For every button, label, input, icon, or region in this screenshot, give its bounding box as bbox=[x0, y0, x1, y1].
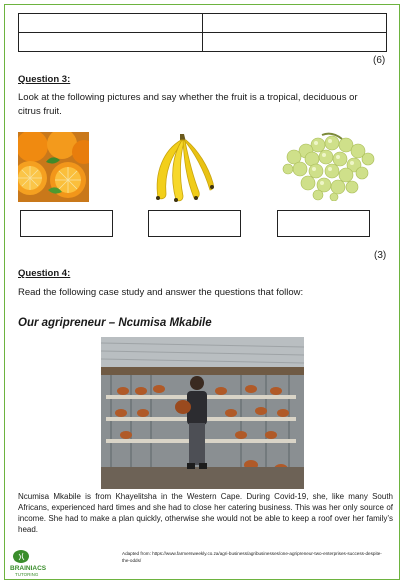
brainiacs-logo bbox=[7, 548, 55, 578]
question-3-marks: (3) bbox=[374, 250, 387, 261]
bananas-photo bbox=[150, 128, 216, 204]
question-4-text: Read the following case study and answer the questions that follow: bbox=[18, 287, 304, 298]
case-study-title: Our agripreneur – Ncumisa Mkabile bbox=[18, 317, 212, 329]
oranges-photo bbox=[18, 132, 89, 202]
question-4-heading: Question 4: bbox=[18, 268, 71, 279]
logo-wordmark: BRAINIACS bbox=[10, 565, 47, 572]
agripreneur-photo bbox=[101, 337, 304, 489]
grapes-photo bbox=[278, 131, 376, 201]
question-3-heading: Question 3: bbox=[18, 74, 71, 85]
answer-table bbox=[18, 13, 387, 52]
table-row bbox=[19, 14, 387, 33]
table-cell[interactable] bbox=[19, 14, 203, 33]
case-study-paragraph: Ncumisa Mkabile is from Khayelitsha in the Western Cape. During Covid-19, she, like many South Africans, experienced hard times and she had to close her catering business. This was her only source of income. She had to make a plan quickly, otherwise she would not be able to keep a roof over her family’s head. bbox=[18, 492, 393, 534]
question-3-text: Look at the following pictures and say whether the fruit is a tropical, deciduous or citrus fruit. bbox=[18, 92, 358, 117]
table-cell[interactable] bbox=[19, 33, 203, 52]
table-row bbox=[19, 33, 387, 52]
table-cell[interactable] bbox=[203, 33, 387, 52]
logo-tagline: TUTORING bbox=[15, 572, 39, 577]
table-cell[interactable] bbox=[203, 14, 387, 33]
answer-box-oranges[interactable] bbox=[20, 210, 113, 237]
answer-box-bananas[interactable] bbox=[148, 210, 241, 237]
source-citation: Adapted from: https://www.farmersweekly.co.za/agri-business/agribusinesses/one-agripreneur-two-enterprises-success-despite-the-odds/ bbox=[122, 551, 382, 563]
previous-marks: (6) bbox=[373, 55, 386, 66]
answer-box-grapes[interactable] bbox=[277, 210, 370, 237]
